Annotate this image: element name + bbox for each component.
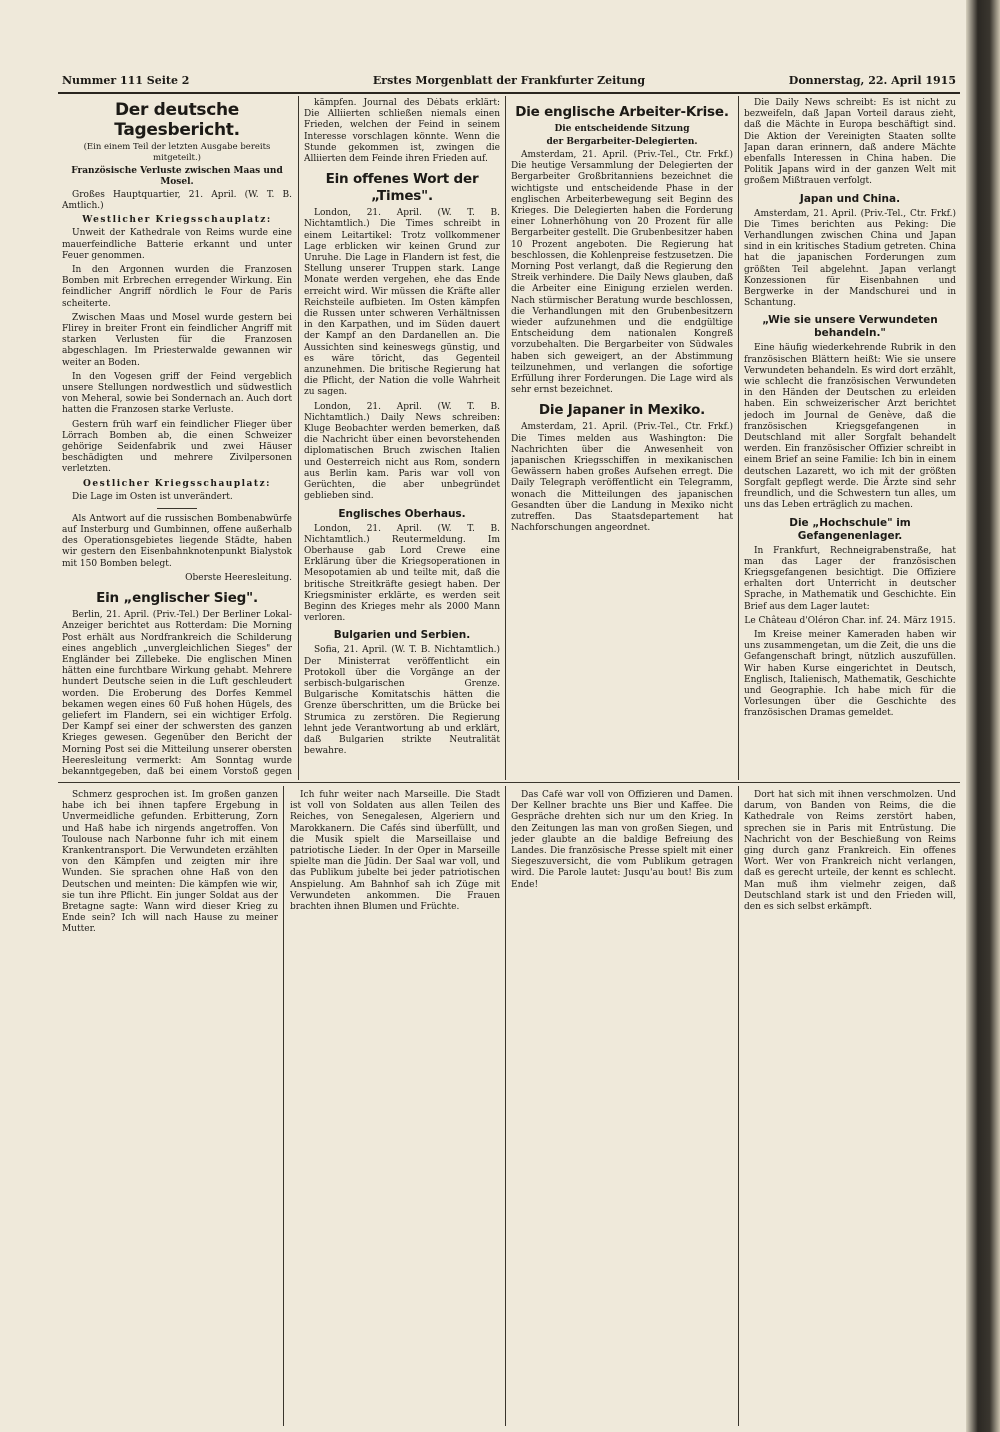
- feuilleton-column-4: [744, 790, 956, 1422]
- paragraph: Unweit der Kathedrale von Reims wurde eine mauerfeindliche Batterie erkannt und unter Feuer genommen.: [62, 228, 292, 261]
- signature: Oberste Heeresleitung.: [185, 572, 292, 583]
- article-subtitle: der Bergarbeiter-Delegierten.: [546, 137, 698, 147]
- paragraph: In den Vogesen griff der Feind vergeblich unsere Stellungen nordwestlich und südwestlich von Meheral, sowie bei Sondernach an. Auch dort hatten die Franzosen starke Verluste.: [62, 371, 292, 416]
- article-title: Japan und China.: [799, 192, 901, 205]
- issue-number: Nummer 111 Seite 2: [62, 74, 190, 87]
- article-title: Der deutsche Tagesbericht.: [114, 100, 240, 140]
- newspaper-name: Erstes Morgenblatt der Frankfurter Zeitung: [372, 74, 646, 87]
- binding-edge: [966, 0, 1000, 1432]
- article-text: Berlin, 21. April. (Priv.-Tel.) Der Berliner Lokal-Anzeiger berichtet aus Rotterdam: Die Morning Post erhält aus Nordfrankreich die Schilderung eines angeblich „unvergleichlichen Sieges" der Engländer bei Zillebeke. Die englischen Minen hätten eine furchtbare Wirkung gehabt. Mehrere hundert Deutsche seien in die Luft geschleudert worden. Die Eroberung des Dorfes Kemmel bekamen wegen eines 60 Fuß hohen Hügels, des geliefert im Flandern, sei ein wichtiger Erfolg. Der Kampf sei einer der schwersten des ganzen Krieges gewesen. Gegenüber den Bericht der Morning Post sei die Mitteilung unserer obersten Heeresleitung vermerkt: Am Sonntag wurde bekanntgegeben, daß bei einem Vorstoß gegen: [62, 610, 292, 777]
- article-text: London, 21. April. (W. T. B. Nichtamtlich.) Reutermeldung. Im Oberhause gab Lord Crewe eine Erklärung über die Kriegsoperationen in Mesopotamien ab und teilte mit, daß die britische Streitkräfte gesiegt haben. Der Kriegsminister erklärte, es werden seit Beginn des Krieges mehr als 2000 Mann verloren.: [304, 523, 500, 624]
- masthead: [58, 72, 960, 94]
- article-title: Englisches Oberhaus.: [338, 507, 466, 520]
- column-1: [62, 98, 292, 778]
- article-text: London, 21. April. (W. T. B. Nichtamtlich.) Die Times schreibt in einem Leitartikel: Trotz vollkommener Lage erblicken wir keinen Grund zur Unruhe. Die Lage in Flandern ist fest, die Stellung unserer Truppen stark. Lange Monate werden vergehen, ehe das Ende erreicht wird. Wir müssen die Kräfte aller Reichsteile aufbieten. Im Osten kämpfen die Russen unter schweren Verhältnissen in den Karpathen, und im Süden dauert der Kampf an den Dardanellen an. Die Aussichten sind keineswegs günstig, und es wäre töricht, das Gegenteil anzunehmen. Die britische Regierung hat die Pflicht, der Nation die volle Wahrheit zu sagen.: [304, 208, 500, 398]
- column-3: [511, 98, 733, 778]
- article-text: London, 21. April. (W. T. B. Nichtamtlich.) Daily News schreiben: Kluge Beobachter werden bemerken, daß die Nachricht über einen bevorstehenden diplomatischen Bruch zwischen Italien und Oesterreich nicht aus Rom, sondern aus Berlin kam. Paris war voll von Gerüchten, die aber unbegründet geblieben sind.: [304, 401, 500, 502]
- article-text: Sofia, 21. April. (W. T. B. Nichtamtlich.) Der Ministerrat veröffentlicht ein Protokoll über die Vorgänge an der serbisch-bulgarischen Grenze. Bulgarische Komitatschis hätten die Grenze überschritten, um die Brücke bei Strumica zu zerstören. Die Regierung lehnt jede Verantwortung ab und erklärt, daß Bulgarien strikte Neutralität bewahre.: [304, 645, 500, 757]
- article-text: kämpfen. Journal des Débats erklärt: Die Alliierten schließen niemals einen Frieden, welchen der Feind in seinem Interesse vorschlagen könnte. Wenn die Stunde gekommen ist, zwingen die Alliierten dem Feinde ihren Frieden auf.: [304, 98, 500, 165]
- article-title: Bulgarien und Serbien.: [333, 629, 471, 642]
- feuilleton-text: Schmerz gesprochen ist. Im großen ganzen habe ich bei ihnen tapfere Ergebung in Unvermeidliche gefunden. Erbitterung, Zorn und Haß habe ich nirgends angetroffen. Von Toulouse nach Narbonne fuhr ich mit einem Krankentransport. Die Verwundeten erzählten von den Kämpfen und zeigten mir ihre Wunden. Sie sprachen ohne Haß von den Deutschen und meinten: Die kämpfen wie wir, sie tun ihre Pflicht. Ein junger Soldat aus der Bretagne sagte: Wann wird dieser Krieg zu Ende sein? Ich will nach Hause zu meiner Mutter.: [62, 790, 278, 935]
- article-text: Amsterdam, 21. April. (Priv.-Tel., Ctr. Frkf.) Die Times berichten aus Peking: Die Verhandlungen zwischen China und Japan sind in ein kritisches Stadium getreten. China hat die japanischen Forderungen zum größten Teil abgelehnt. Japan verlangt Konzessionen für Eisenbahnen und Bergwerke in der Mandschurei und in Schantung.: [744, 208, 956, 309]
- article-text: Amsterdam, 21. April. (Priv.-Tel., Ctr. Frkf.) Die heutige Versammlung der Delegierten der Bergarbeiter Großbritanniens bezeichnet die wichtigste und entscheidende Phase in der englischen Arbeiterbewegung seit Beginn des Krieges. Die Delegierten haben die Forderung einer Lohnerhöhung von 20 Prozent für alle Bergarbeiter gestellt. Die Grubenbesitzer haben 10 Prozent angeboten. Die Regierung hat beschlossen, die Kohlenpreise festzusetzen. Die Morning Post verlangt, daß die Regierung den Streik verhindere. Die Daily News glauben, daß die Arbeiter eine Einigung erzielen werden. Nach stürmischer Beratung wurde beschlossen, die Verhandlungen mit den Grubenbesitzern wieder aufzunehmen und die endgültige Entscheidung dem nationalen Kongreß vorzubehalten. Die Bergarbeiter von Südwales haben sich geweigert, an der Abstimmung teilzunehmen, und verlangen die sofortige Erfüllung ihrer Forderungen. Die Lage wird als sehr ernst bezeichnet.: [511, 150, 733, 396]
- paragraph: Zwischen Maas und Mosel wurde gestern bei Flirey in breiter Front ein feindlicher Angriff mit starken Verlusten für die Franzosen abgeschlagen. Im Priesterwalde gewannen wir weiter an Boden.: [62, 312, 292, 368]
- article-subtitle: Französische Verluste zwischen Maas und Mosel.: [71, 166, 283, 187]
- article-text: Eine häufig wiederkehrende Rubrik in den französischen Blättern heißt: Wie sie unsere Verwundeten behandeln. Es wird dort erzählt, wie schlecht die französischen Verwundeten in den Händen der Deutschen zu erleiden haben. Ein schweizerischer Arzt berichtet jedoch im Journal de Genève, daß die französischen Kriegsgefangenen in Deutschland mit aller Sorgfalt behandelt werden. Ein französischer Offizier schreibt in einem Brief an seine Familie: Ich bin in einem deutschen Lazarett, wo ich mit der größten Sorgfalt gepflegt werde. Die Ärzte sind sehr freundlich, und die Schwestern tun alles, um uns das Leben erträglich zu machen.: [744, 343, 956, 511]
- paragraph: Die Lage im Osten ist unverändert.: [72, 491, 233, 502]
- dateline: Großes Hauptquartier, 21. April. (W. T. B. Amtlich.): [62, 190, 292, 212]
- column-4: [744, 98, 956, 778]
- feuilleton-column-1: [62, 790, 278, 1422]
- feuilleton-column-3: [511, 790, 733, 1422]
- letter-heading: Le Château d'Oléron Char. inf. 24. März 1915.: [744, 615, 956, 626]
- article-title: „Wie sie unsere Verwundeten behandeln.": [762, 314, 938, 340]
- editor-note: (Ein einem Teil der letzten Ausgabe bereits mitgeteilt.): [83, 142, 271, 163]
- column-rule: [738, 786, 739, 1426]
- column-2: [304, 98, 500, 778]
- article-title: Ein „englischer Sieg".: [96, 590, 258, 607]
- article-text: In Frankfurt, Rechneigrabenstraße, hat man das Lager der französischen Kriegsgefangenen besichtigt. Die Offiziere erhalten dort Unterricht in deutscher Sprache, in Mathematik und Geschichte. Ein Brief aus dem Lager lautet:: [744, 545, 956, 612]
- section-heading-west: Westlicher Kriegsschauplatz:: [82, 215, 272, 226]
- article-text: Im Kreise meiner Kameraden haben wir uns zusammengetan, um die Zeit, die uns die Gefangenschaft bringt, nützlich auszufüllen. Wir haben Kurse eingerichtet in Deutsch, Englisch, Italienisch, Mathematik, Geschichte und Geographie. Ich habe mich für die Vorlesungen über die Geschichte des französischen Dramas gemeldet.: [744, 629, 956, 719]
- separator: [157, 508, 197, 509]
- feuilleton-column-2: [290, 790, 500, 1422]
- section-rule: [58, 782, 960, 783]
- column-rule: [298, 96, 299, 780]
- column-rule: [738, 96, 739, 780]
- article-subtitle: Die entscheidende Sitzung: [554, 124, 690, 134]
- section-heading-east: Oestlicher Kriegsschauplatz:: [83, 478, 271, 489]
- feuilleton-text: Ich fuhr weiter nach Marseille. Die Stadt ist voll von Soldaten aus allen Teilen des Reiches, von Senegalesen, Algeriern und Marokkanern. Die Cafés sind überfüllt, und die Musik spielt die Marseillaise und patriotische Lieder. In der Oper in Marseille spielte man die Jüdin. Der Saal war voll, und das Publikum jubelte bei jeder patriotischen Anspielung. Am Bahnhof sah ich Züge mit Verwundeten ankommen. Die Frauen brachten ihnen Blumen und Früchte.: [290, 790, 500, 913]
- paragraph: Gestern früh warf ein feindlicher Flieger über Lörrach Bomben ab, die einen Schweizer gehörige Seidenfabrik und zwei Häuser beschädigten und mehrere Zivilpersonen verletzten.: [62, 419, 292, 475]
- article-title: Die Japaner in Mexiko.: [538, 402, 706, 419]
- column-rule: [505, 96, 506, 780]
- feuilleton-text: Dort hat sich mit ihnen verschmolzen. Und darum, von Banden von Reims, die die Kathedrale von Reims zerstört haben, sprechen sie in Paris mit Entrüstung. Die Nachricht von der Beschießung von Reims ging durch ganz Frankreich. Ein offenes Wort. Wer von Frankreich nicht verlangen, daß es gerecht urteile, der kennt es schlecht. Man muß ihm vielmehr zeigen, daß Deutschland stark ist und den Frieden will, den es sich selbst erkämpft.: [744, 790, 956, 913]
- issue-date: Donnerstag, 22. April 1915: [788, 74, 956, 87]
- paragraph: In den Argonnen wurden die Franzosen Bomben mit Erbrechen erregender Wirkung. Ein feindlicher Angriff nördlich le Four de Paris scheiterte.: [62, 265, 292, 309]
- paragraph: Als Antwort auf die russischen Bombenabwürfe auf Insterburg und Gumbinnen, offene außerhalb des Operationsgebietes liegende Städte, haben wir gestern den Eisenbahnknotenpunkt Bialystok mit 150 Bomben belegt.: [62, 513, 292, 569]
- article-title: Die englische Arbeiter-Krise.: [515, 104, 729, 120]
- column-rule: [283, 786, 284, 1426]
- column-rule: [505, 786, 506, 1426]
- feuilleton-text: Das Café war voll von Offizieren und Damen. Der Kellner brachte uns Bier und Kaffee. Die Gespräche drehten sich nur um den Krieg. In den Zeitungen las man von großen Siegen, und jeder glaubte an die baldige Befreiung des Landes. Die französische Presse spielt mit einer Siegeszuversicht, die vom Publikum getragen wird. Die Parole lautet: Jusqu'au bout! Bis zum Ende!: [511, 790, 733, 890]
- article-title: Ein offenes Wort der „Times".: [325, 171, 479, 205]
- article-text: Amsterdam, 21. April. (Priv.-Tel., Ctr. Frkf.) Die Times melden aus Washington: Die Nachrichten über die Anwesenheit von japanischen Kriegsschiffen in mexikanischen Gewässern haben großes Aufsehen erregt. Die Daily Telegraph veröffentlicht ein Telegramm, wonach die Mitteilungen des japanischen Gesandten über die Landung in Mexiko nicht zutreffen. Das Staatsdepartement hat Nachforschungen angeordnet.: [511, 422, 733, 534]
- article-text: Die Daily News schreibt: Es ist nicht zu bezweifeln, daß Japan Vorteil daraus zieht, daß die Mächte in Europa beschäftigt sind. Die Aktion der Vereinigten Staaten sollte Japan daran erinnern, daß andere Mächte ebenfalls Interessen in China haben. Die Politik Japans wird in der ganzen Welt mit großem Mißtrauen verfolgt.: [744, 98, 956, 187]
- article-title: Die „Hochschule" im Gefangenenlager.: [789, 516, 911, 542]
